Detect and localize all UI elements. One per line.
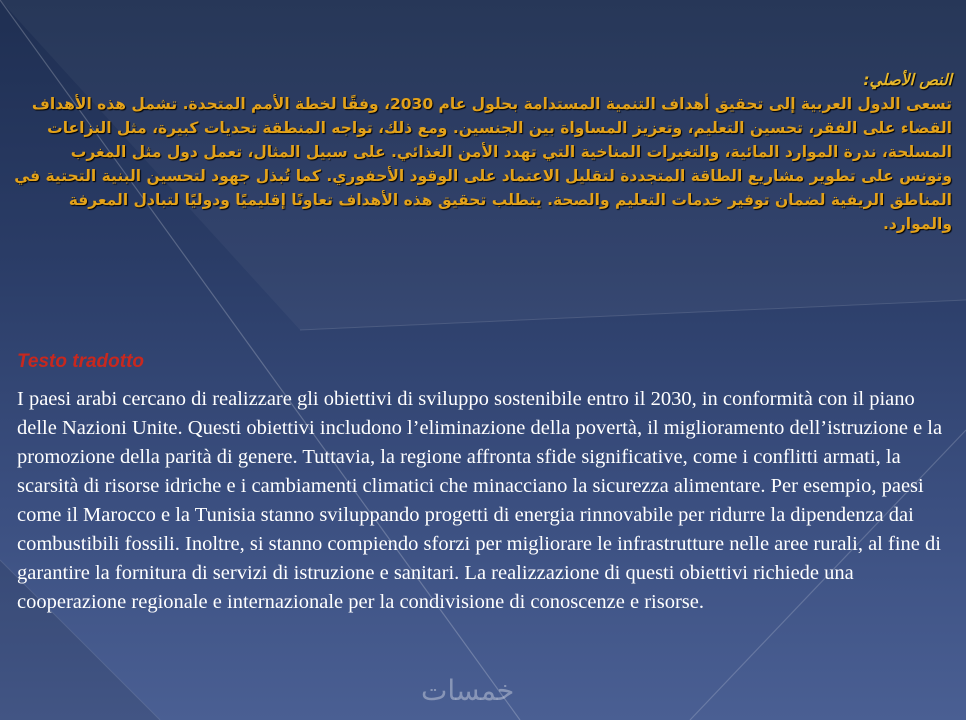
- watermark-logo: خمسات: [421, 674, 515, 707]
- translation-heading: Testo tradotto: [17, 351, 145, 372]
- original-text-body: تسعى الدول العربية إلى تحقيق أهداف التنمية المستدامة بحلول عام 2030، وفقًا لخطة الأمم المتحدة. تشمل هذه الأهداف القضاء على الفقر، تحسين التعليم، وتعزيز المساواة بين الجنسين. ومع ذلك، تواجه المنطقة تحديات كبيرة، مثل النزاعات المسلحة، ندرة الموارد المائية، والتغيرات المناخية التي تهدد الأمن الغذائي. على سبيل المثال، تعمل دول مثل المغرب وتونس على تطوير مشاريع الطاقة المتجددة لتقليل الاعتماد على الوقود الأحفوري. كما تُبذل جهود لتحسين البنية التحتية في المناطق الريفية لضمان توفير خدمات التعليم والصحة. يتطلب تحقيق هذه الأهداف تعاونًا إقليميًا ودوليًا لتبادل المعرفة والموارد.: [14, 95, 952, 233]
- translation-body: I paesi arabi cercano di realizzare gli obiettivi di sviluppo sostenibile entro il 2030, in conformità con il piano delle Nazioni Unite. Questi obiettivi includono l’eliminazione della povertà, il miglioramento dell’istruzione e la promozione della parità di genere. Tuttavia, la regione affronta sfide significative, come i conflitti armati, la scarsità di risorse idriche e i cambiamenti climatici che minacciano la sicurezza alimentare. Per esempio, paesi come il Marocco e la Tunisia stanno sviluppando progetti di energia rinnovabile per ridurre la dipendenza dai combustibili fossili. Inoltre, si stanno compiendo sforzi per migliorare le infrastrutture nelle aree rurali, al fine di garantire la fornitura di servizi di istruzione e sanitari. La realizzazione di questi obiettivi richiede una cooperazione regionale e internazionale per la condivisione di conoscenze e risorse.: [17, 388, 943, 613]
- original-text-block: [14, 68, 952, 236]
- original-text-heading: النص الأصلي:: [863, 71, 952, 89]
